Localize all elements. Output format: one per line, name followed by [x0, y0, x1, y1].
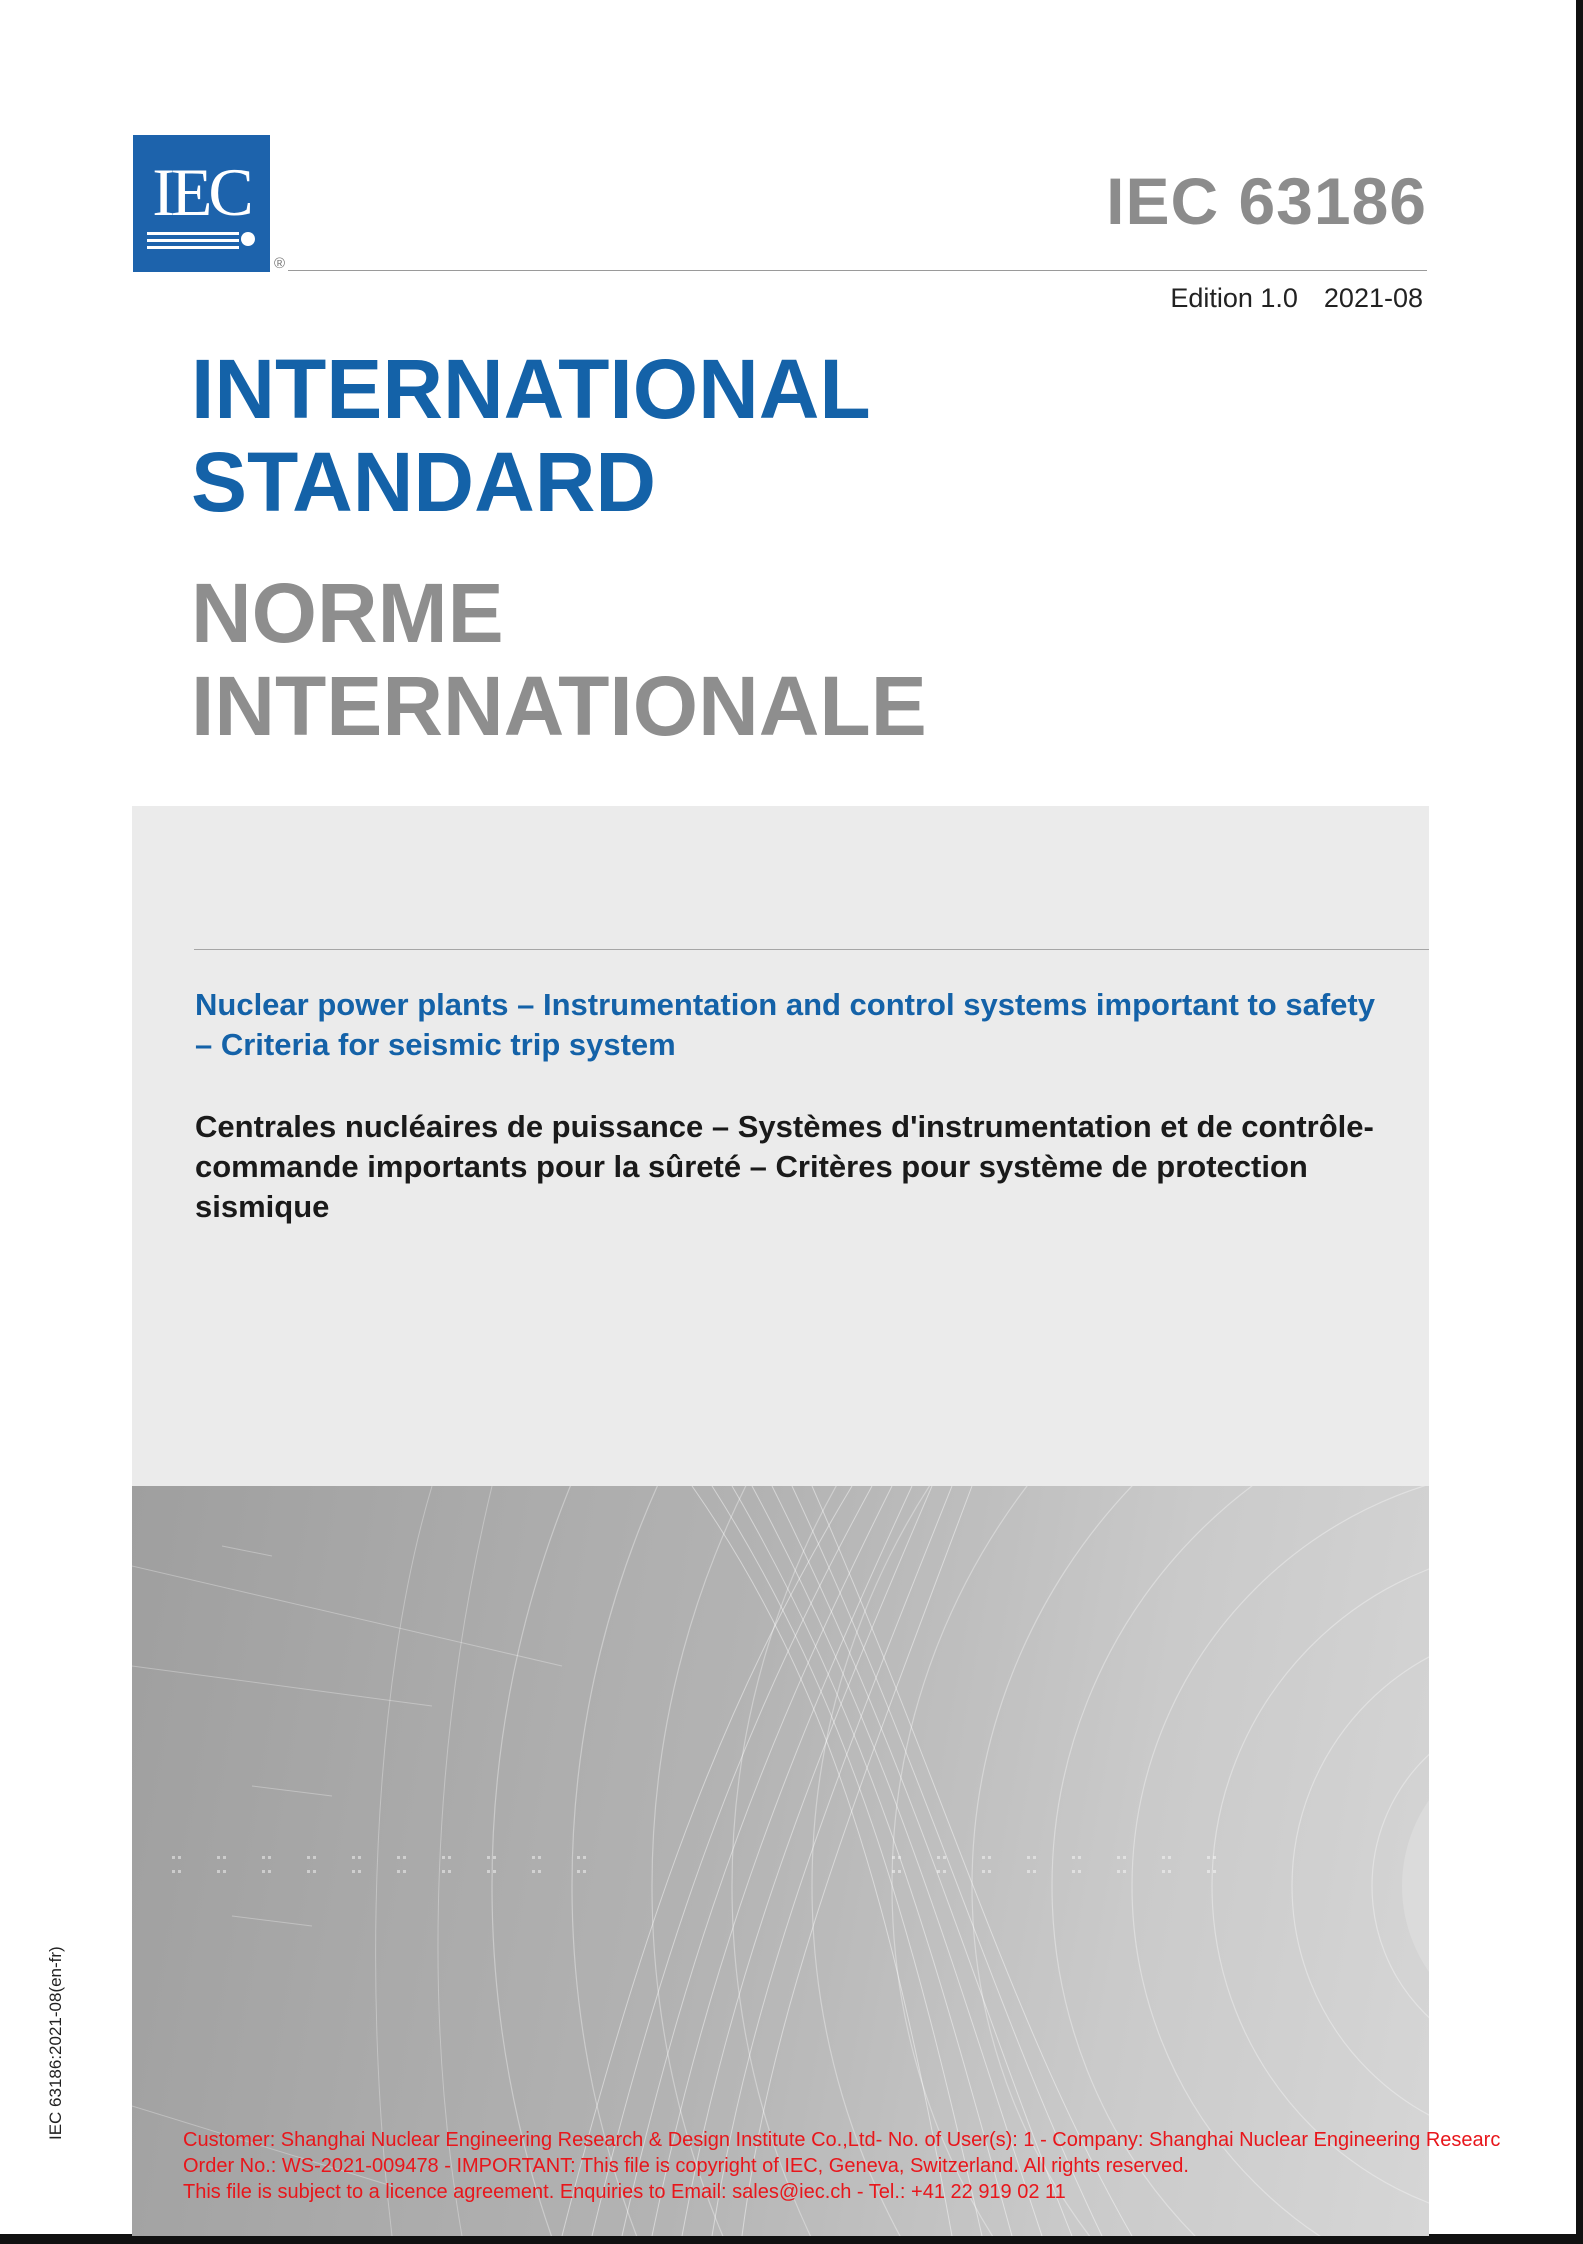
side-reference: IEC 63186:2021-08(en-fr)	[46, 1946, 65, 2140]
publication-date: 2021-08	[1323, 283, 1423, 313]
subject-english-line: Nuclear power plants – Instrumentation and control systems important to safety	[195, 987, 1375, 1022]
notice-line: Customer: Shanghai Nuclear Engineering Research & Design Institute Co.,Ltd- No. of User(s): 1 - Company: Shanghai Nuclear Engineering Researc	[183, 2129, 1501, 2151]
notice-line: Order No.: WS-2021-009478 - IMPORTANT: This file is copyright of IEC, Geneva, Switzerland. All rights reserved.	[183, 2155, 1189, 2177]
cover-artwork	[132, 1486, 1429, 2236]
subject-english	[195, 985, 1435, 1065]
subject-french	[195, 1107, 1435, 1227]
subject-french-line: commande importants pour la sûreté – Critères pour système de protection	[195, 1149, 1308, 1184]
title-french-line: NORME	[191, 566, 504, 660]
edition: Edition 1.0	[1170, 283, 1298, 313]
registered-mark: ®	[274, 255, 286, 272]
subject-french-line: sismique	[195, 1189, 330, 1224]
subject-english-line: – Criteria for seismic trip system	[195, 1027, 676, 1062]
title-french	[191, 567, 927, 753]
logo-text: IEC	[152, 154, 250, 230]
title-english-line: INTERNATIONAL	[191, 342, 871, 436]
edition-line	[1170, 283, 1423, 314]
notice-line: This file is subject to a licence agreement. Enquiries to Email: sales@iec.ch - Tel.: +41 22 919 02 11	[183, 2181, 1066, 2203]
subject-divider	[194, 949, 1429, 950]
title-english	[191, 343, 871, 529]
iec-logo	[133, 135, 270, 272]
header-divider	[288, 270, 1427, 271]
document-number: IEC 63186	[1106, 164, 1427, 238]
page-edge-right	[1576, 0, 1583, 2244]
licence-notice	[183, 2127, 1576, 2205]
artwork-lines	[132, 1486, 1429, 2236]
title-english-line: STANDARD	[191, 435, 657, 529]
subject-french-line: Centrales nucléaires de puissance – Systèmes d'instrumentation et de contrôle-	[195, 1109, 1374, 1144]
title-french-line: INTERNATIONALE	[191, 659, 927, 753]
